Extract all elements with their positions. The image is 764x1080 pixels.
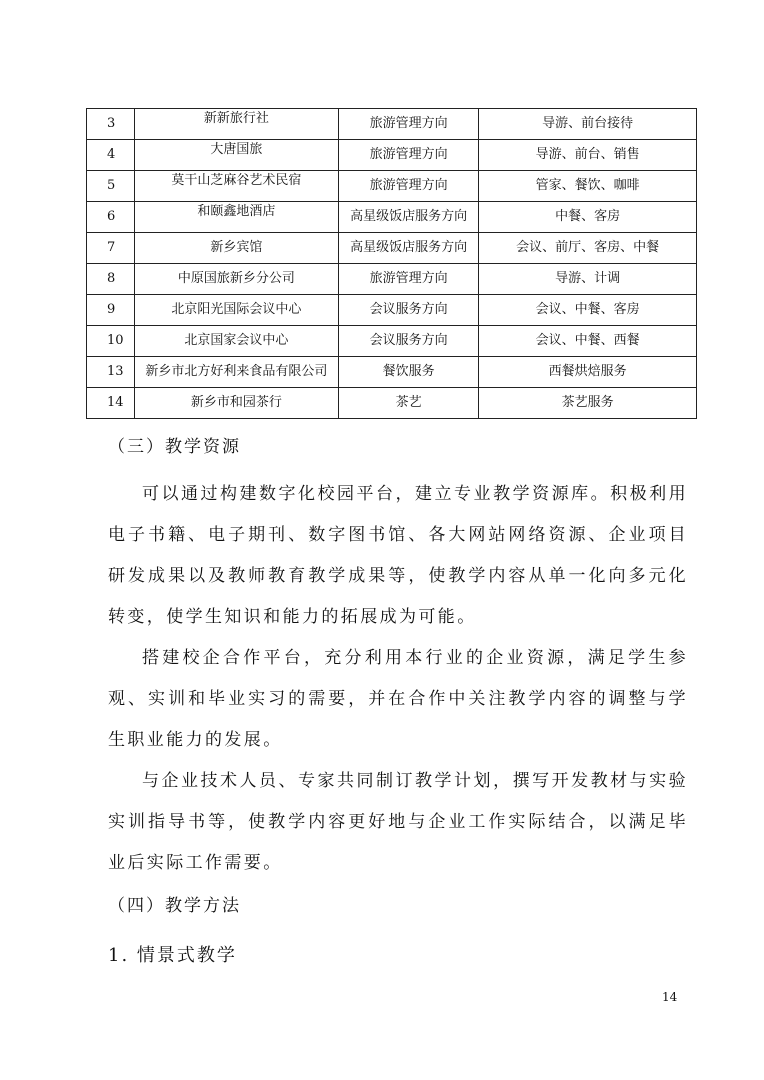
positions-cell	[479, 357, 697, 388]
positions-cell-text: 中餐、客房	[555, 209, 621, 224]
table-body	[87, 109, 697, 419]
row-number-cell-text: 5	[107, 178, 116, 193]
section-three-title: （三）教学资源	[108, 437, 241, 457]
direction-cell	[339, 140, 479, 171]
company-cell	[134, 202, 338, 233]
table-row	[87, 202, 697, 233]
company-cell	[134, 171, 338, 202]
row-number-cell-text: 10	[107, 333, 124, 348]
direction-cell-text: 餐饮服务	[382, 364, 435, 379]
company-cell	[134, 295, 338, 326]
direction-cell-text: 会议服务方向	[369, 333, 448, 348]
section-four-title: （四）教学方法	[108, 896, 241, 916]
row-number-cell	[87, 171, 135, 202]
row-number-cell	[87, 109, 135, 140]
company-cell	[134, 264, 338, 295]
row-number-cell	[87, 388, 135, 419]
direction-cell	[339, 202, 479, 233]
row-number-cell	[87, 202, 135, 233]
table-row	[87, 357, 697, 388]
positions-cell	[479, 202, 697, 233]
positions-cell	[479, 264, 697, 295]
row-number-cell	[87, 140, 135, 171]
positions-cell-text: 会议、中餐、西餐	[535, 333, 640, 348]
row-number-cell-text: 9	[107, 302, 116, 317]
positions-cell	[479, 171, 697, 202]
row-number-cell	[87, 357, 135, 388]
row-number-cell	[87, 295, 135, 326]
row-number-cell	[87, 264, 135, 295]
positions-cell-text: 西餐烘焙服务	[548, 364, 627, 379]
company-cell-text: 新乡宾馆	[210, 240, 263, 255]
direction-cell-text: 旅游管理方向	[369, 147, 448, 162]
positions-cell-text: 导游、前台接待	[542, 116, 634, 131]
positions-cell	[479, 388, 697, 419]
company-cell	[134, 140, 338, 171]
direction-cell-text: 会议服务方向	[369, 302, 448, 317]
direction-cell	[339, 357, 479, 388]
paragraph-teaching-resources-1: 可以通过构建数字化校园平台，建立专业教学资源库。积极利用电子书籍、电子期刊、数字图书馆、各大网站网络资源、企业项目研发成果以及教师教育教学成果等，使教学内容从单一化向多元化转变，使学生知识和能力的拓展成为可能。	[108, 484, 688, 627]
direction-cell	[339, 109, 479, 140]
positions-cell-text: 会议、前厅、客房、中餐	[516, 240, 660, 255]
positions-cell-text: 导游、前台、销售	[535, 147, 640, 162]
row-number-cell-text: 7	[107, 240, 116, 255]
company-cell-text: 大唐国旅	[210, 142, 263, 157]
company-cell	[134, 357, 338, 388]
positions-cell	[479, 233, 697, 264]
table-row	[87, 295, 697, 326]
direction-cell	[339, 264, 479, 295]
company-cell	[134, 326, 338, 357]
table-row	[87, 233, 697, 264]
row-number-cell-text: 14	[107, 395, 124, 410]
row-number-cell-text: 4	[107, 147, 116, 162]
direction-cell	[339, 326, 479, 357]
row-number-cell-text: 8	[107, 271, 116, 286]
direction-cell-text: 高星级饭店服务方向	[350, 240, 468, 255]
direction-cell	[339, 388, 479, 419]
company-cell	[134, 233, 338, 264]
subsection-title: 1. 情景式教学	[108, 945, 237, 966]
company-cell-text: 新乡市北方好利来食品有限公司	[145, 364, 328, 379]
table-row	[87, 109, 697, 140]
table-row	[87, 326, 697, 357]
positions-cell	[479, 109, 697, 140]
direction-cell-text: 茶艺	[395, 395, 422, 410]
direction-cell	[339, 295, 479, 326]
positions-cell-text: 管家、餐饮、咖啡	[535, 178, 640, 193]
company-cell-text: 新乡市和园茶行	[190, 395, 282, 410]
row-number-cell	[87, 233, 135, 264]
direction-cell-text: 高星级饭店服务方向	[350, 209, 468, 224]
table-row	[87, 388, 697, 419]
positions-cell	[479, 140, 697, 171]
company-cell-text: 北京国家会议中心	[184, 333, 289, 348]
row-number-cell-text: 3	[107, 116, 116, 131]
positions-cell-text: 茶艺服务	[561, 395, 614, 410]
direction-cell-text: 旅游管理方向	[369, 116, 448, 131]
direction-cell-text: 旅游管理方向	[369, 271, 448, 286]
positions-cell	[479, 326, 697, 357]
row-number-cell-text: 6	[107, 209, 116, 224]
company-cell-text: 和颐鑫地酒店	[197, 204, 276, 219]
company-cell-text: 中原国旅新乡分公司	[177, 271, 295, 286]
page-number: 14	[662, 990, 678, 1004]
row-number-cell-text: 13	[107, 364, 124, 379]
company-cell	[134, 109, 338, 140]
table-row	[87, 171, 697, 202]
company-cell	[134, 388, 338, 419]
direction-cell	[339, 171, 479, 202]
row-number-cell	[87, 326, 135, 357]
company-cell-text: 新新旅行社	[203, 111, 269, 126]
table-row	[87, 140, 697, 171]
positions-cell	[479, 295, 697, 326]
company-cell-text: 北京阳光国际会议中心	[171, 302, 302, 317]
paragraph-teaching-resources-3: 与企业技术人员、专家共同制订教学计划，撰写开发教材与实验实训指导书等，使教学内容更好地与企业工作实际结合，以满足毕业后实际工作需要。	[108, 771, 688, 873]
internship-base-table	[86, 108, 697, 419]
table-row	[87, 264, 697, 295]
direction-cell-text: 旅游管理方向	[369, 178, 448, 193]
company-cell-text: 莫干山芝麻谷艺术民宿	[171, 173, 302, 188]
positions-cell-text: 会议、中餐、客房	[535, 302, 640, 317]
paragraph-teaching-resources-2: 搭建校企合作平台，充分利用本行业的企业资源，满足学生参观、实训和毕业实习的需要，并在合作中关注教学内容的调整与学生职业能力的发展。	[108, 648, 688, 750]
positions-cell-text: 导游、计调	[555, 271, 621, 286]
direction-cell	[339, 233, 479, 264]
